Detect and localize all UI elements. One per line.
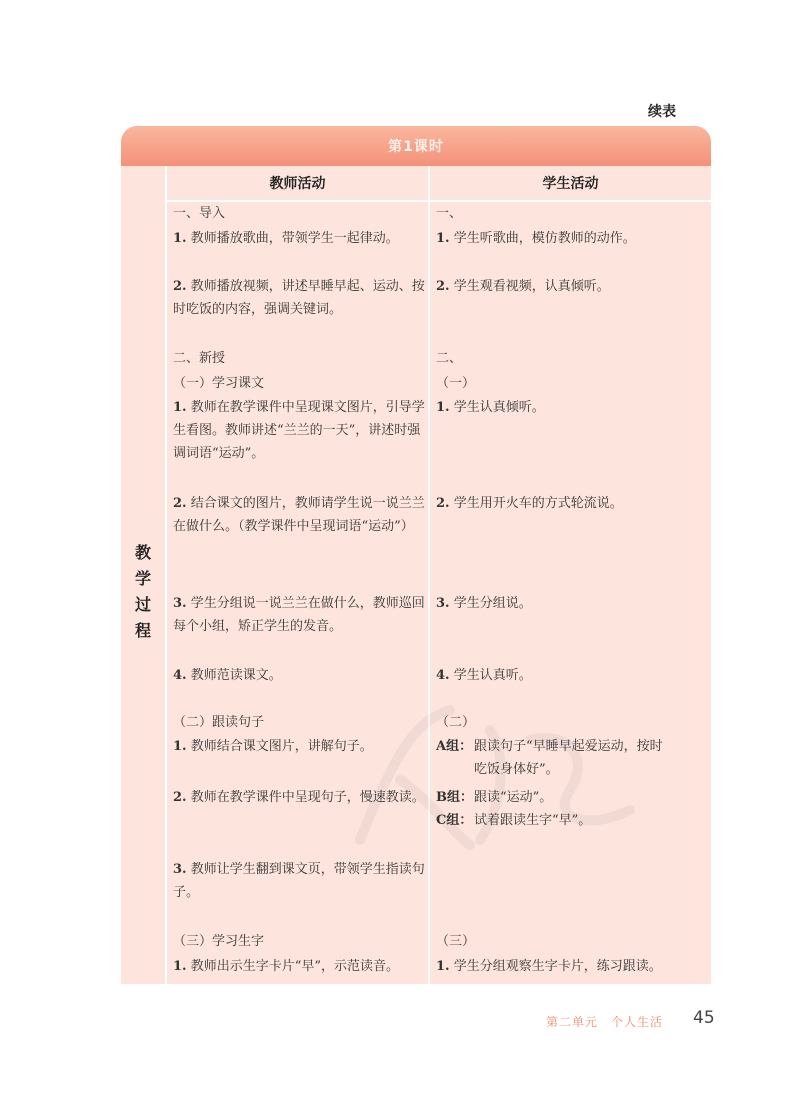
student-column-header: 学生活动 <box>542 176 599 192</box>
student-activity-item: 1. 学生分组观察生字卡片，练习跟读。 <box>436 959 662 974</box>
student-activity-item: （一） <box>436 376 476 391</box>
student-activity-item: A组： 跟读句子“早睡早起爱运动，按时 吃饭身体好”。 <box>436 739 663 777</box>
teacher-activity-item: （三）学习生字 <box>173 934 265 949</box>
continued-label: 续表 <box>648 104 676 120</box>
lesson-table <box>121 126 711 984</box>
side-label-char: 教 <box>134 543 151 562</box>
grid-line <box>165 166 167 984</box>
teacher-activity-item: 1. 教师播放歌曲，带领学生一起律动。 <box>173 231 399 246</box>
teacher-activity-item: 一、导入 <box>173 206 226 221</box>
student-activity-item: C组： 试着跟读生字“早”。 <box>436 813 592 828</box>
teacher-activity-item: 1. 教师出示生字卡片“早”，示范读音。 <box>173 959 400 974</box>
student-activity-item: 4. 学生认真听。 <box>436 668 532 683</box>
lesson-band <box>121 126 711 166</box>
teacher-activity-item: 3. 学生分组说一说兰兰在做什么，教师巡回每个小组，矫正学生的发音。 <box>173 596 425 634</box>
student-activity-item: 2. 学生用开火车的方式轮流说。 <box>436 496 623 511</box>
page-number: 45 <box>693 1008 715 1028</box>
teacher-activity-item: （一）学习课文 <box>173 376 265 391</box>
lesson-band-title: 第1课时 <box>388 139 444 155</box>
teacher-activity-item: 1. 教师在教学课件中呈现课文图片，引导学生看图。教师讲述“兰兰的一天”，讲述时强调词语“运动”。 <box>173 400 425 461</box>
student-activity-item: 3. 学生分组说。 <box>436 596 532 611</box>
student-activity-item: 1. 学生听歌曲，模仿教师的动作。 <box>436 231 636 246</box>
teacher-activity-item: 2. 教师在教学课件中呈现句子，慢速教读。 <box>173 790 425 805</box>
student-activity-item: B组：跟读“运动”。 <box>436 790 553 805</box>
student-activity-item: 2. 学生观看视频，认真倾听。 <box>436 279 610 294</box>
teacher-activity-item: 二、新授 <box>173 351 226 366</box>
grid-line <box>428 166 430 984</box>
student-activity-item: 一、 <box>436 206 463 221</box>
teacher-column-header: 教师活动 <box>269 176 326 192</box>
side-label-char: 程 <box>134 621 151 640</box>
footer-unit-title: 第二单元 个人生活 <box>546 1015 664 1029</box>
student-activity-item: （二） <box>436 715 476 730</box>
student-activity-item: 二、 <box>436 351 463 366</box>
side-label-char: 学 <box>134 569 151 588</box>
teacher-activity-item: 4. 教师范读课文。 <box>173 668 282 683</box>
side-label-char: 过 <box>134 595 151 614</box>
student-activity-item: 1. 学生认真倾听。 <box>436 400 545 415</box>
teacher-activity-item: 1. 教师结合课文图片，讲解句子。 <box>173 739 373 754</box>
student-activity-item: （三） <box>436 934 476 949</box>
side-label <box>121 200 165 984</box>
teacher-activity-item: 3. 教师让学生翻到课文页，带领学生指读句子。 <box>173 862 425 900</box>
teacher-activity-item: 2. 结合课文的图片，教师请学生说一说兰兰在做什么。（教学课件中呈现词语“运动”） <box>173 496 425 534</box>
teacher-activity-item: （二）跟读句子 <box>173 715 265 730</box>
teacher-activity-item: 2. 教师播放视频，讲述早睡早起、运动、按时吃饭的内容，强调关键词。 <box>173 279 425 317</box>
